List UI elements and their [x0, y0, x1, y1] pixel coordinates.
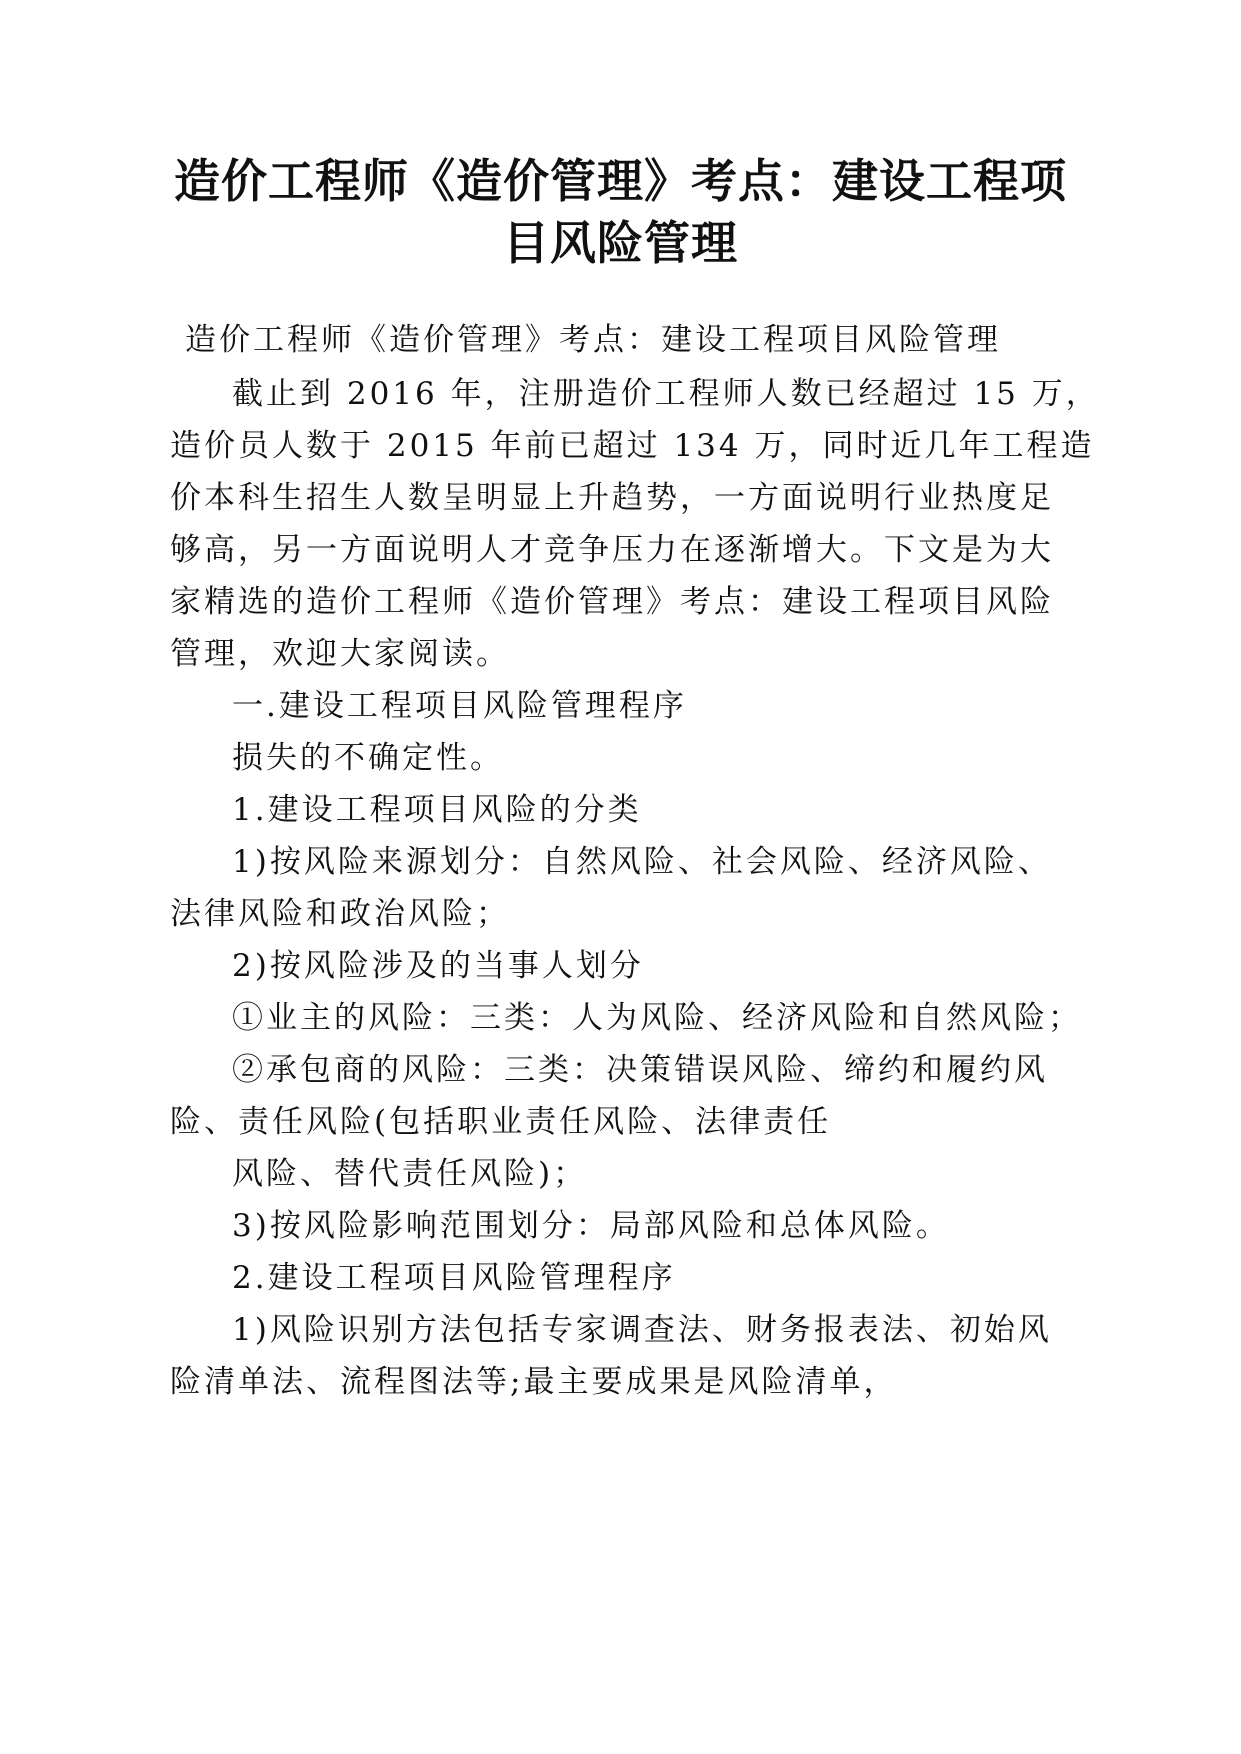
- body-line: 管理，欢迎大家阅读。: [170, 636, 510, 672]
- list-item: ①业主的风险：三类：人为风险、经济风险和自然风险；: [232, 1000, 1082, 1036]
- list-item-continuation: 法律风险和政治风险；: [170, 896, 510, 932]
- document-title-line-1: 造价工程师《造价管理》考点：建设工程项: [174, 154, 1067, 208]
- list-item-continuation: 险、责任风险(包括职业责任风险、法律责任: [170, 1104, 832, 1140]
- document-title-line-2: 目风险管理: [503, 216, 738, 270]
- list-item: 1)按风险来源划分：自然风险、社会风险、经济风险、: [232, 844, 1052, 880]
- body-line: 造价员人数于 2015 年前已超过 134 万，同时近几年工程造: [170, 428, 1095, 464]
- subsection-heading: 2.建设工程项目风险管理程序: [232, 1260, 676, 1296]
- subsection-heading: 1.建设工程项目风险的分类: [232, 792, 642, 828]
- list-item: 2)按风险涉及的当事人划分: [232, 948, 644, 984]
- body-line: 价本科生招生人数呈明显上升趋势，一方面说明行业热度足: [170, 480, 1054, 516]
- body-line: 够高，另一方面说明人才竞争压力在逐渐增大。下文是为大: [170, 532, 1054, 568]
- list-item: 3)按风险影响范围划分：局部风险和总体风险。: [232, 1208, 950, 1244]
- body-line: 截止到 2016 年，注册造价工程师人数已经超过 15 万，: [232, 376, 1100, 412]
- list-item-continuation: 风险、替代责任风险)；: [232, 1156, 588, 1192]
- list-item: 1)风险识别方法包括专家调查法、财务报表法、初始风: [232, 1312, 1052, 1348]
- body-line: 损失的不确定性。: [232, 740, 504, 776]
- section-heading: 一.建设工程项目风险管理程序: [232, 688, 687, 724]
- body-line: 家精选的造价工程师《造价管理》考点：建设工程项目风险: [170, 584, 1054, 620]
- subtitle-line: 造价工程师《造价管理》考点：建设工程项目风险管理: [185, 322, 1001, 358]
- list-item-continuation: 险清单法、流程图法等;最主要成果是风险清单，: [170, 1364, 898, 1400]
- list-item: ②承包商的风险：三类：决策错误风险、缔约和履约风: [232, 1052, 1048, 1088]
